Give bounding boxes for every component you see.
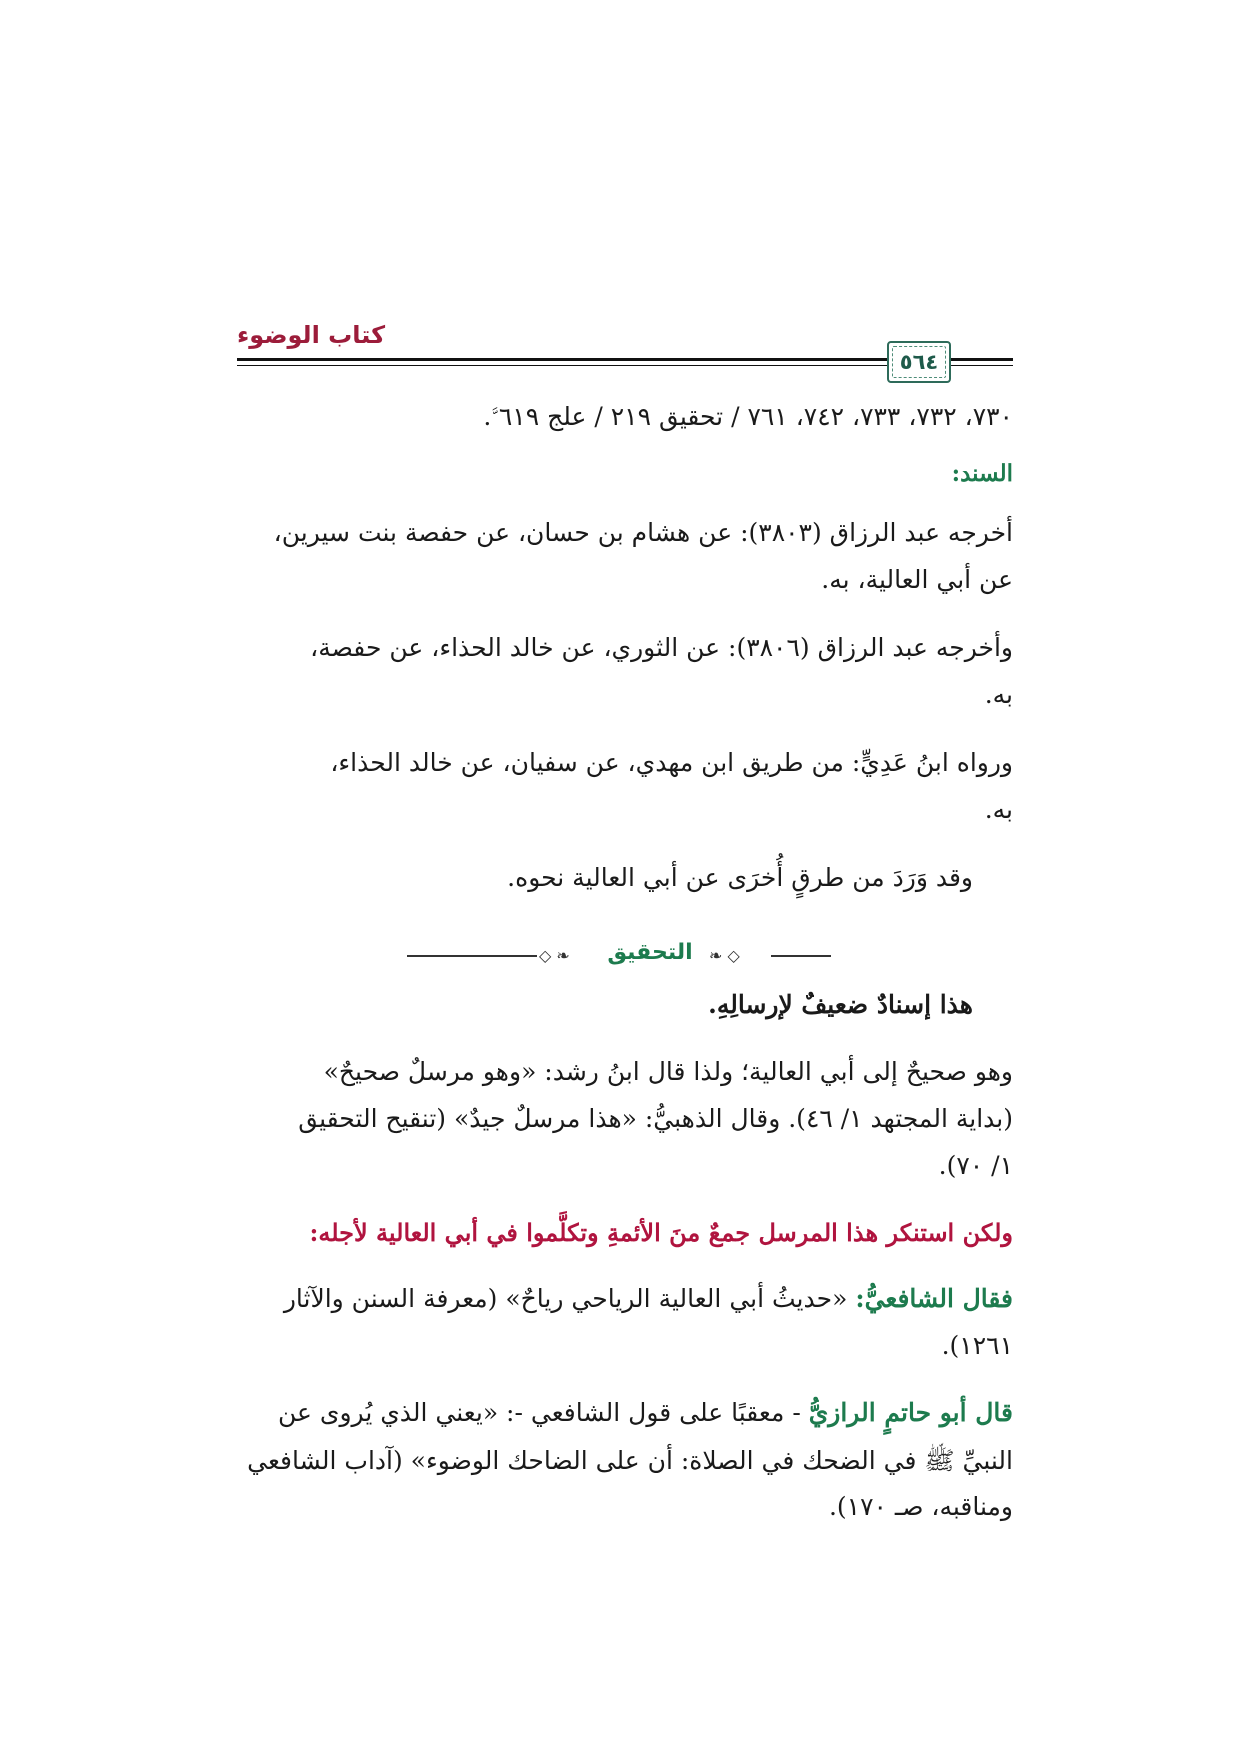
paragraph-9-line-3: ومناقبه، صـ ١٧٠). xyxy=(828,1492,1013,1521)
paragraph-4: وقد وَرَدَ من طرقٍ أُخرَى عن أبي العالية نحوه. xyxy=(507,863,973,892)
paragraph-9-line-1 xyxy=(278,1398,1013,1427)
paragraph-1-line-1: أخرجه عبد الرزاق (٣٨٠٣): عن هشام بن حسان، عن حفصة بنت سيرين، xyxy=(273,518,1013,547)
paragraph-1-line-2: عن أبي العالية، به. xyxy=(821,565,1013,594)
paragraph-6-line-3: ١/ ٧٠). xyxy=(938,1151,1013,1180)
divider-line-left xyxy=(407,955,537,957)
paragraph-6-line-1: وهو صحيحٌ إلى أبي العالية؛ ولذا قال ابنُ رشد: «وهو مرسلٌ صحيحٌ» xyxy=(323,1057,1013,1086)
divider-line-right xyxy=(771,955,831,957)
tahqiq-heading: التحقيق xyxy=(607,940,693,965)
page-number-badge xyxy=(887,341,951,383)
paragraph-8-line-2: ١٢٦١). xyxy=(941,1331,1013,1360)
shafii-quote: «حديثُ أبي العالية الرياحي رياحٌ» (معرفة السنن والآثار xyxy=(283,1284,856,1313)
paragraph-9-line-2: النبيِّ ﷺ في الضحك في الصلاة: أن على الضاحك الوضوء» (آداب الشافعي xyxy=(247,1446,1013,1475)
divider-ornament-right-icon: ❧ ◇ xyxy=(709,946,740,965)
abu-hatim-comment: - معقبًا على قول الشافعي -: «يعني الذي يُروى عن xyxy=(277,1398,809,1427)
divider-ornament-left-icon: ◇ ❧ xyxy=(539,946,570,965)
abu-hatim-label: قال أبو حاتمٍ الرازيُّ xyxy=(808,1398,1013,1427)
paragraph-5: هذا إسنادٌ ضعيفٌ لإرسالِهِ. xyxy=(708,990,973,1019)
paragraph-3-line-1: ورواه ابنُ عَدِيٍّ: من طريق ابن مهدي، عن سفيان، عن خالد الحذاء، xyxy=(330,748,1013,777)
book-title: كتاب الوضوء xyxy=(237,321,386,349)
paragraph-7-heading: ولكن استنكر هذا المرسل جمعٌ منَ الأئمةِ وتكلَّموا في أبي العالية لأجله: xyxy=(309,1218,1013,1247)
section-divider xyxy=(407,938,831,974)
page-number: ٥٦٤ xyxy=(899,350,939,374)
shafii-label: فقال الشافعيُّ: xyxy=(855,1284,1013,1313)
paragraph-8-line-1 xyxy=(284,1284,1013,1313)
paragraph-2-line-2: به. xyxy=(984,680,1013,709)
page-header xyxy=(237,318,1013,390)
reference-line: ٧٣٠، ٧٣٢، ٧٣٣، ٧٤٢، ٧٦١ / تحقيق ٢١٩ / علج ٦١٩ﱠ. xyxy=(483,402,1013,431)
paragraph-6-line-2: (بداية المجتهد ١/ ٤٦). وقال الذهبيُّ: «هذا مرسلٌ جيدٌ» (تنقيح التحقيق xyxy=(298,1104,1013,1133)
paragraph-2-line-1: وأخرجه عبد الرزاق (٣٨٠٦): عن الثوري، عن خالد الحذاء، عن حفصة، xyxy=(310,633,1013,662)
paragraph-3-line-2: به. xyxy=(984,795,1013,824)
sanad-heading: السند: xyxy=(951,460,1013,487)
